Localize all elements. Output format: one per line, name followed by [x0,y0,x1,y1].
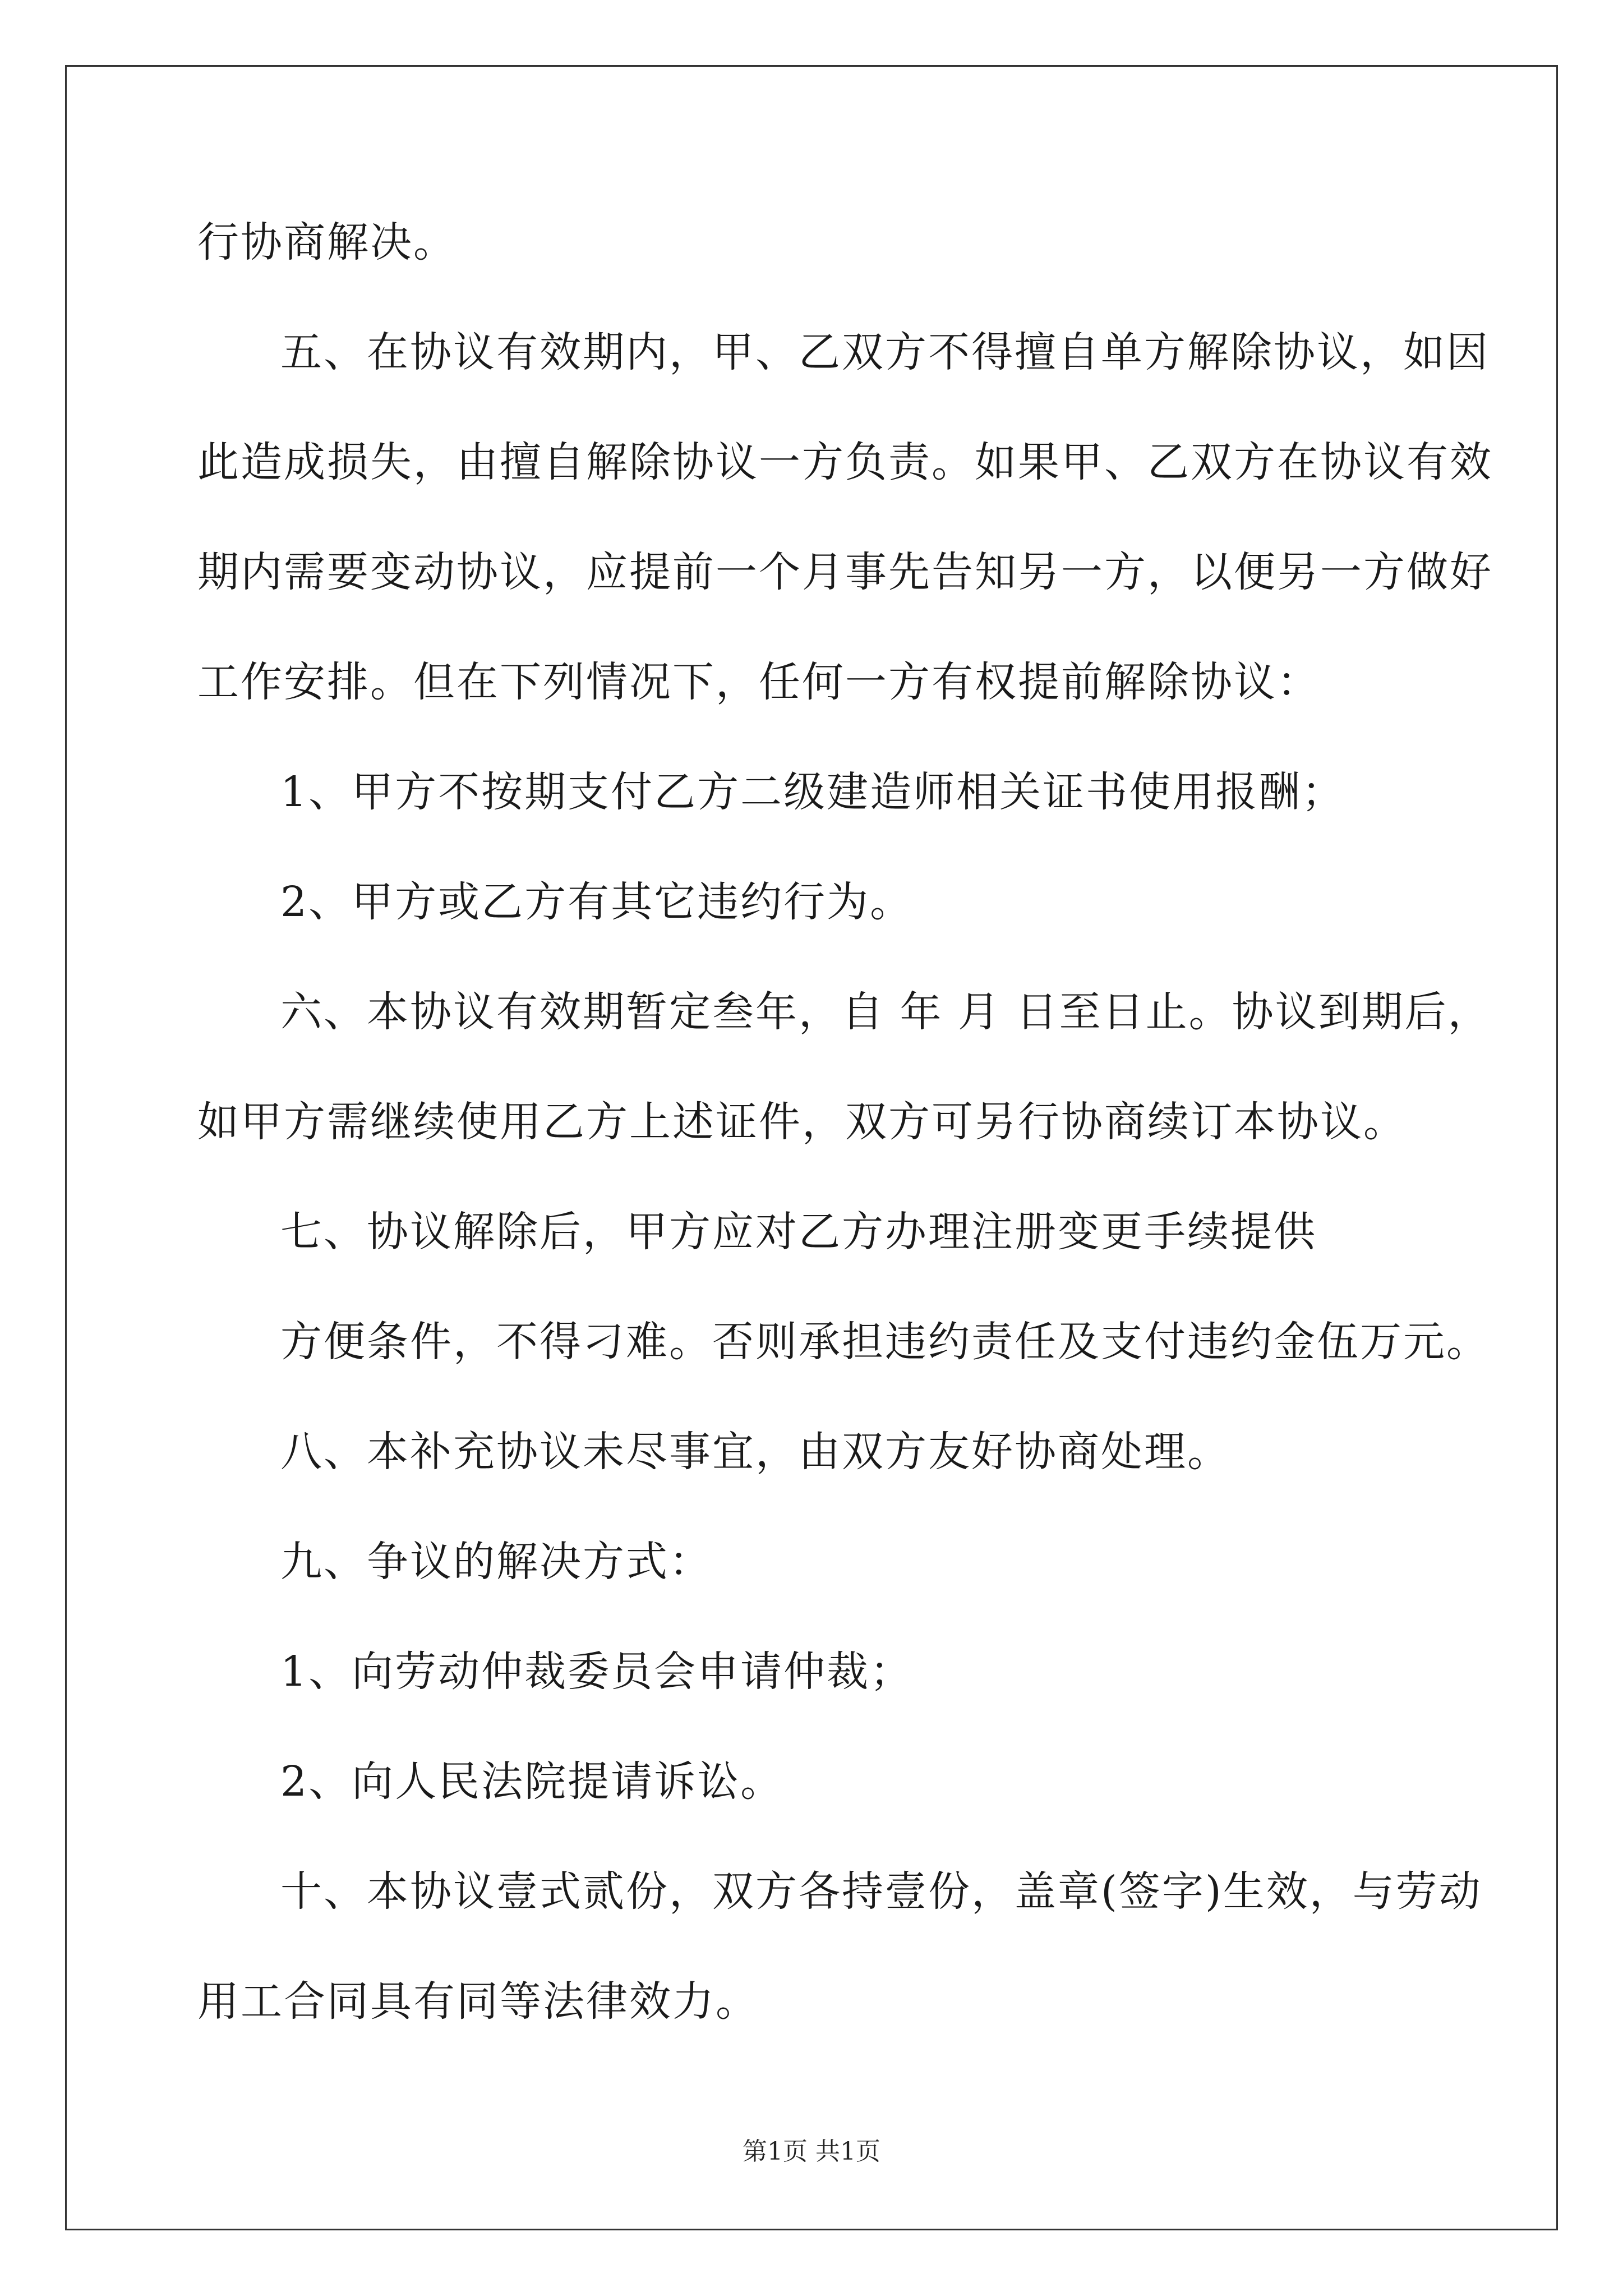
text-line: 用工合同具有同等法律效力。 [197,1977,759,2026]
text-line: 六、本协议有效期暂定叁年，自 年 月 日至日止。协议到期后， [280,988,1491,1036]
text-line: 期内需要变动协议，应提前一个月事先告知另一方，以便另一方做好 [197,548,1493,596]
text-line: 如甲方需继续使用乙方上述证件，双方可另行协商续订本协议。 [197,1098,1407,1146]
text-line: 此造成损失，由擅自解除协议一方负责。如果甲、乙双方在协议有效 [197,438,1493,486]
text-line: 2、向人民法院提请诉讼。 [280,1757,784,1806]
text-line: 方便条件，不得刁难。否则承担违约责任及支付违约金伍万元。 [280,1318,1490,1366]
text-line: 工作安排。但在下列情况下，任何一方有权提前解除协议： [197,658,1320,706]
text-line: 1、向劳动仲裁委员会申请仲裁； [280,1648,914,1696]
text-line: 1、甲方不按期支付乙方二级建造师相关证书使用报酬； [280,768,1345,816]
text-line: 七、协议解除后，甲方应对乙方办理注册变更手续提供 [280,1208,1317,1256]
text-line: 行协商解决。 [197,218,457,266]
text-line: 九、争议的解决方式： [280,1538,712,1586]
text-line: 八、本补充协议未尽事宜，由双方友好协商处理。 [280,1428,1230,1476]
text-line: 2、甲方或乙方有其它违约行为。 [280,878,914,926]
text-line: 十、本协议壹式贰份，双方各持壹份，盖章(签字)生效，与劳动 [280,1867,1482,1916]
text-line: 五、在协议有效期内，甲、乙双方不得擅自单方解除协议，如因 [280,328,1490,376]
page-number: 第1页 共1页 [743,2137,880,2166]
